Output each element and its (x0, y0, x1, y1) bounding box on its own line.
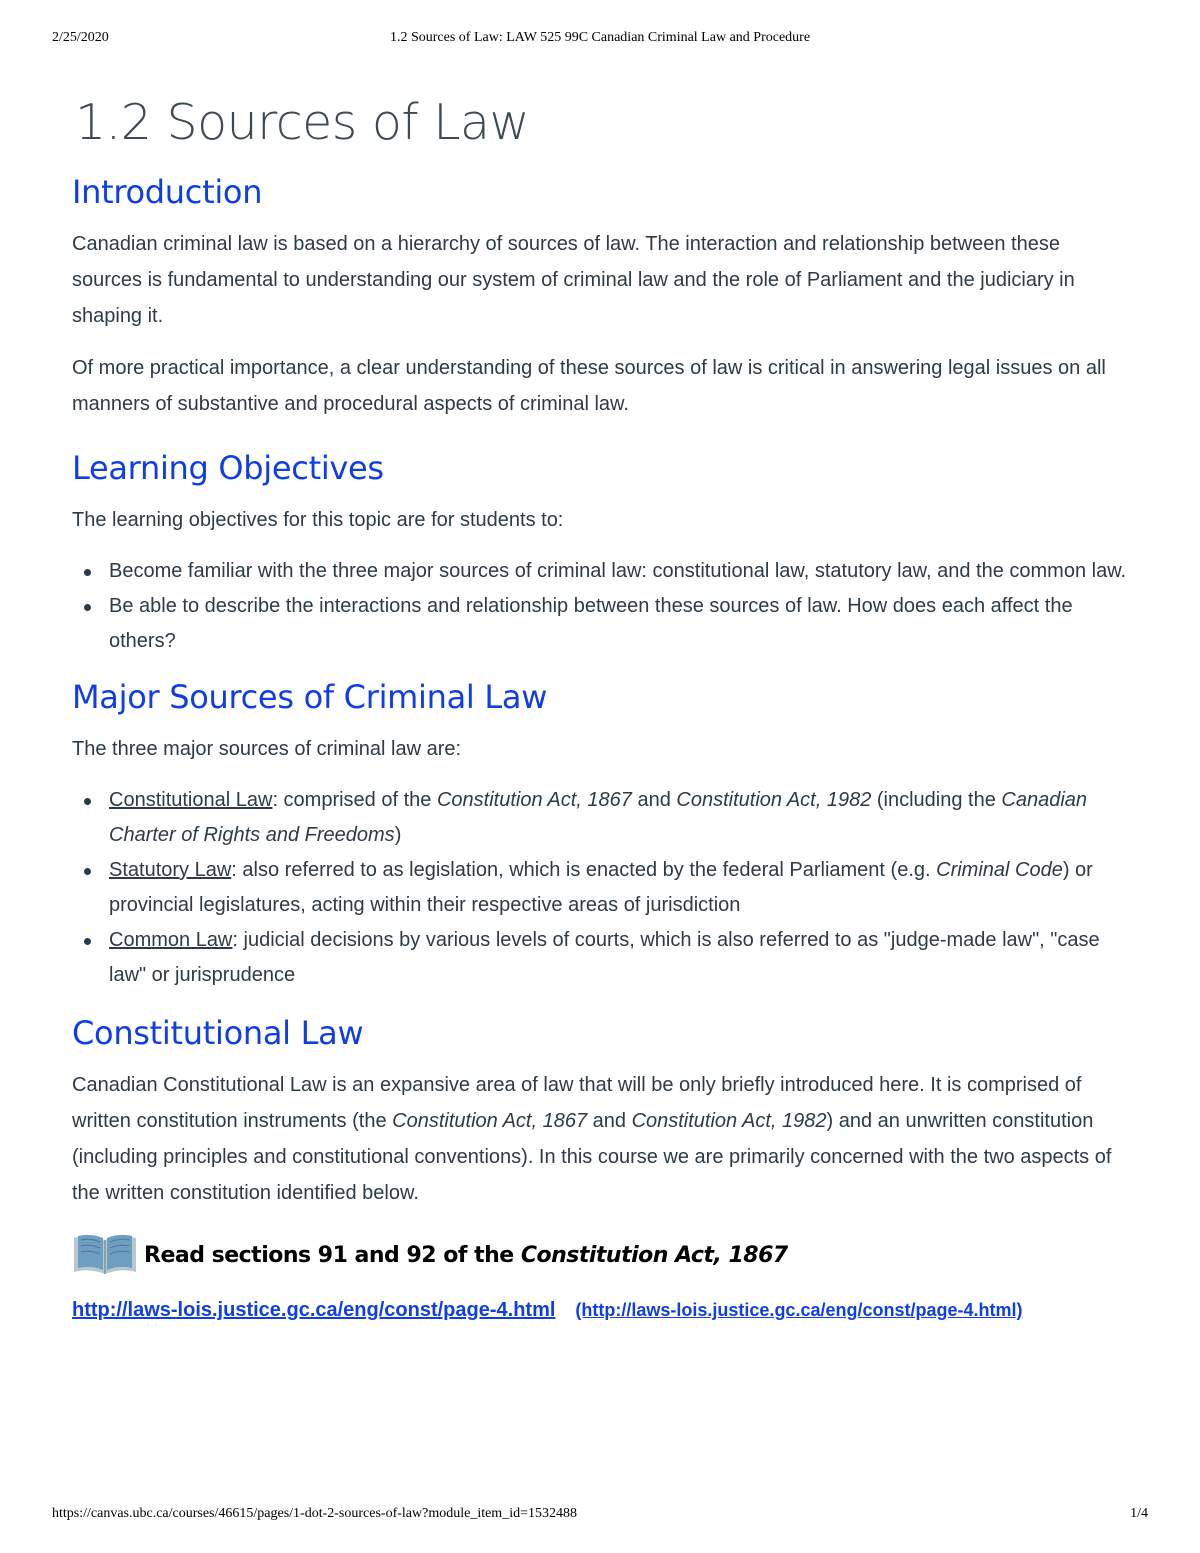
bullet (84, 798, 91, 805)
bullet (84, 938, 91, 945)
bullet (84, 604, 91, 611)
objective-text: Become familiar with the three major sources of criminal law: constitutional law, statutory law, and the common law. (109, 560, 1127, 582)
item-text: : judicial decisions by various levels of courts, which is also referred to as "judge-made law", "case law" or jurisprudence (109, 929, 1100, 986)
print-footer (52, 1506, 1148, 1526)
major-sources-heading: Major Sources of Criminal Law (72, 678, 548, 716)
item-italic: Constitution Act, 1982 (676, 789, 872, 811)
para-text: ) and an unwritten constitution (including principles and constitutional conventions). In this course we are primarily concerned with the two aspects of the written constitution identified below. (72, 1110, 1112, 1204)
objective-text: Be able to describe the interactions and relationship between these sources of law. How does each affect the others? (109, 595, 1073, 652)
item-text: and (631, 789, 677, 811)
para-italic: Constitution Act, 1982 (631, 1110, 827, 1132)
major-sources-list (72, 783, 1132, 993)
page-title: 1.2 Sources of Law (75, 94, 530, 151)
introduction-heading: Introduction (72, 173, 263, 211)
reading-instruction (144, 1243, 788, 1268)
list-item (72, 923, 1132, 993)
reference-links (72, 1293, 1132, 1328)
intro-paragraph-1: Canadian criminal law is based on a hierarchy of sources of law. The interaction and relationship between these sources is fundamental to understanding our system of criminal law and the role of Parliament and the judiciary in shaping it. (72, 233, 1075, 327)
objectives-intro: The learning objectives for this topic are for students to: (72, 509, 564, 531)
reading-italic: Constitution Act, 1867 (520, 1242, 788, 1268)
constitution-link[interactable]: http://laws-lois.justice.gc.ca/eng/const/page-4.html (72, 1299, 556, 1321)
para-italic: Constitution Act, 1867 (392, 1110, 588, 1132)
item-text: ) or provincial legislatures, acting within their respective areas of jurisdiction (109, 859, 1093, 916)
list-item (72, 554, 1132, 589)
para-text: Canadian Constitutional Law is an expansive area of law that will be only briefly introduced here. It is comprised of written constitution instruments (the (72, 1074, 1082, 1132)
print-url: https://canvas.ubc.ca/courses/46615/pages/1-dot-2-sources-of-law?module_item_id=1532488 (52, 1506, 577, 1521)
bullet (84, 868, 91, 875)
item-italic: Constitution Act, 1867 (436, 789, 632, 811)
major-sources-intro: The three major sources of criminal law are: (72, 738, 462, 760)
objectives-list (72, 554, 1132, 659)
book-icon (72, 1232, 138, 1278)
list-item (72, 853, 1132, 923)
reading-text: Read sections 91 and 92 of the (144, 1242, 521, 1268)
item-italic: Canadian Charter of Rights and Freedoms (109, 789, 1088, 846)
term-common-law: Common Law (109, 929, 233, 951)
constitution-link-url-text[interactable]: (http://laws-lois.justice.gc.ca/eng/const/page-4.html) (575, 1300, 1023, 1320)
objectives-heading: Learning Objectives (72, 449, 384, 487)
reading-callout (72, 1229, 1132, 1281)
item-text: : comprised of the (272, 789, 437, 811)
intro-paragraph-2: Of more practical importance, a clear understanding of these sources of law is critical in answering legal issues on all manners of substantive and procedural aspects of criminal law. (72, 357, 1106, 415)
list-item (72, 589, 1132, 659)
constitutional-heading: Constitutional Law (72, 1014, 364, 1052)
item-text: : also referred to as legislation, which is enacted by the federal Parliament (e.g. (231, 859, 937, 881)
para-text: and (587, 1110, 632, 1132)
term-constitutional-law: Constitutional Law (109, 789, 273, 811)
print-date: 2/25/2020 (52, 30, 109, 45)
item-italic: Criminal Code (936, 859, 1063, 881)
item-text: (including the (871, 789, 1002, 811)
constitutional-paragraph (72, 1067, 1132, 1211)
list-item (72, 783, 1132, 853)
term-statutory-law: Statutory Law (109, 859, 232, 881)
page-number: 1/4 (1130, 1506, 1148, 1521)
print-title: 1.2 Sources of Law: LAW 525 99C Canadian Criminal Law and Procedure (389, 30, 811, 45)
print-header (52, 30, 1148, 50)
bullet (84, 569, 91, 576)
item-text: ) (394, 824, 402, 846)
page-content (72, 88, 1132, 1328)
